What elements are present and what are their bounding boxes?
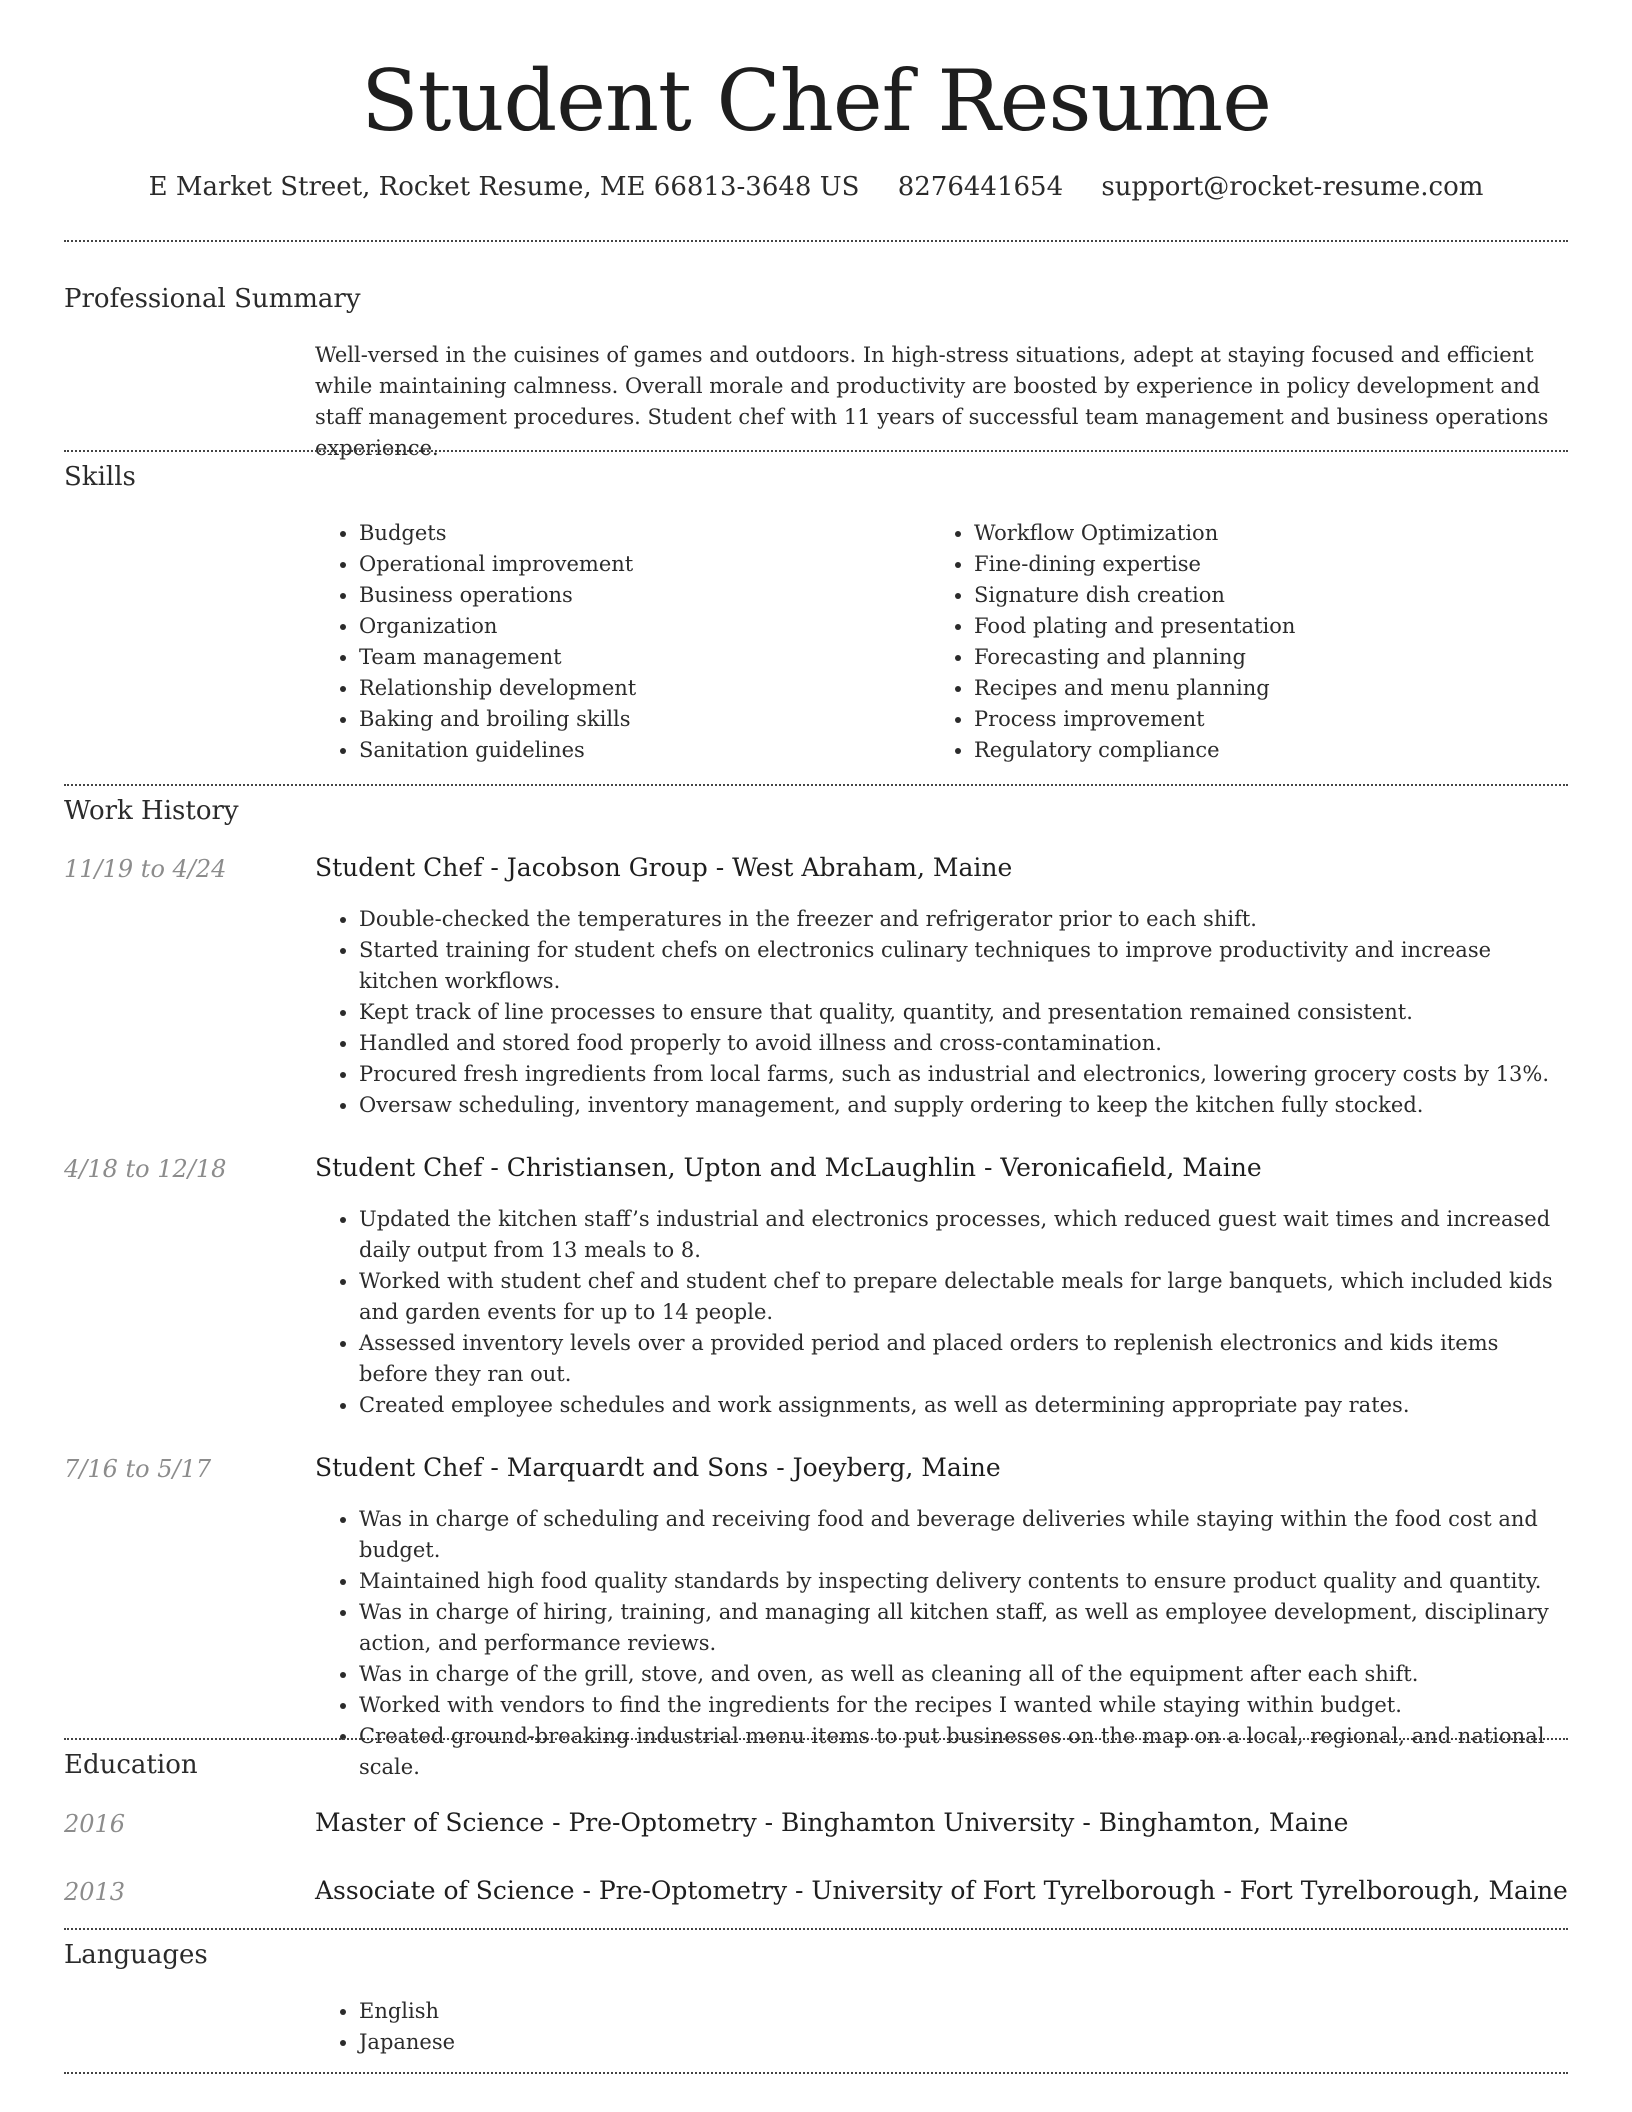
skills-list-right bbox=[930, 518, 1560, 766]
job-bullet: • Was in charge of scheduling and receiving food and beverage deliveries while staying within the food cost and budget. bbox=[359, 1504, 1565, 1566]
job-bullet: • Was in charge of hiring, training, and managing all kitchen staff, as well as employee development, disciplinary action, and performance reviews. bbox=[359, 1597, 1565, 1659]
section-divider bbox=[64, 2072, 1568, 2074]
job-bullet: • Double-checked the temperatures in the freezer and refrigerator prior to each shift. bbox=[359, 904, 1565, 935]
section-divider bbox=[64, 240, 1568, 242]
job-bullet: • Worked with vendors to find the ingredients for the recipes I wanted while staying within budget. bbox=[359, 1690, 1565, 1721]
skill-item: • Forecasting and planning bbox=[974, 642, 1560, 673]
education-entry: Associate of Science - Pre-Optometry - University of Fort Tyrelborough - Fort Tyrelborough, Maine bbox=[315, 1876, 1568, 1905]
skill-item: • Fine-dining expertise bbox=[974, 549, 1560, 580]
skills-list-left bbox=[315, 518, 915, 766]
education-year: 2016 bbox=[64, 1810, 126, 1838]
job-bullet: • Updated the kitchen staff’s industrial and electronics processes, which reduced guest wait times and increased daily output from 13 meals to 8. bbox=[359, 1204, 1565, 1266]
summary-text: Well-versed in the cuisines of games and outdoors. In high-stress situations, adept at staying focused and efficient while maintaining calmness. Overall morale and productivity are boosted by experience in policy development and staff management procedures. Student chef with 11 years of successful team management and business operations experience. bbox=[315, 343, 1549, 460]
language-item: • Japanese bbox=[359, 2027, 1565, 2058]
job-bullet: • Created ground-breaking industrial menu items to put businesses on the map on a local, regional, and national scale. bbox=[359, 1721, 1565, 1783]
skill-item: • Workflow Optimization bbox=[974, 518, 1560, 549]
skill-item: • Relationship development bbox=[359, 673, 915, 704]
job-dates: 11/19 to 4/24 bbox=[64, 855, 227, 883]
skills-heading: Skills bbox=[64, 462, 136, 492]
job-bullets bbox=[315, 904, 1565, 1121]
job-title: Student Chef - Jacobson Group - West Abraham, Maine bbox=[315, 853, 1013, 882]
skill-item: • Budgets bbox=[359, 518, 915, 549]
section-divider bbox=[64, 1738, 1568, 1740]
job-bullets bbox=[315, 1204, 1565, 1421]
job-title: Student Chef - Christiansen, Upton and McLaughlin - Veronicafield, Maine bbox=[315, 1153, 1262, 1182]
skills-left-column bbox=[315, 518, 915, 766]
job-bullet: • Procured fresh ingredients from local farms, such as industrial and electronics, lowering grocery costs by 13%. bbox=[359, 1059, 1565, 1090]
skills-right-column bbox=[930, 518, 1560, 766]
job-bullet: • Handled and stored food properly to avoid illness and cross-contamination. bbox=[359, 1028, 1565, 1059]
job-bullet: • Kept track of line processes to ensure that quality, quantity, and presentation remained consistent. bbox=[359, 997, 1565, 1028]
skill-item: • Recipes and menu planning bbox=[974, 673, 1560, 704]
skill-item: • Signature dish creation bbox=[974, 580, 1560, 611]
summary-heading: Professional Summary bbox=[64, 284, 361, 314]
contact-phone: 8276441654 bbox=[897, 172, 1064, 202]
skill-item: • Food plating and presentation bbox=[974, 611, 1560, 642]
education-year: 2013 bbox=[64, 1878, 126, 1906]
section-divider bbox=[64, 784, 1568, 786]
job-bullet: • Created employee schedules and work assignments, as well as determining appropriate pay rates. bbox=[359, 1390, 1565, 1421]
contact-email: support@rocket-resume.com bbox=[1101, 172, 1484, 202]
job-bullet: • Oversaw scheduling, inventory management, and supply ordering to keep the kitchen fully stocked. bbox=[359, 1090, 1565, 1121]
languages-list bbox=[315, 1996, 1565, 2058]
skill-item: • Business operations bbox=[359, 580, 915, 611]
job-bullets bbox=[315, 1504, 1565, 1783]
work-history-heading: Work History bbox=[64, 796, 239, 826]
summary-body bbox=[315, 340, 1565, 464]
job-dates: 4/18 to 12/18 bbox=[64, 1155, 227, 1183]
job-bullet: • Worked with student chef and student chef to prepare delectable meals for large banquets, which included kids and garden events for up to 14 people. bbox=[359, 1266, 1565, 1328]
languages-heading: Languages bbox=[64, 1940, 208, 1970]
skill-item: • Baking and broiling skills bbox=[359, 704, 915, 735]
education-heading: Education bbox=[64, 1750, 198, 1780]
skill-item: • Team management bbox=[359, 642, 915, 673]
skill-item: • Organization bbox=[359, 611, 915, 642]
job-bullet-list bbox=[315, 904, 1565, 1121]
skill-item: • Operational improvement bbox=[359, 549, 915, 580]
skill-item: • Regulatory compliance bbox=[974, 735, 1560, 766]
job-title: Student Chef - Marquardt and Sons - Joeyberg, Maine bbox=[315, 1453, 1001, 1482]
resume-title: Student Chef Resume bbox=[361, 52, 1271, 150]
job-bullet-list bbox=[315, 1204, 1565, 1421]
section-divider bbox=[64, 450, 1568, 452]
education-entry: Master of Science - Pre-Optometry - Binghamton University - Binghamton, Maine bbox=[315, 1808, 1349, 1837]
job-bullet: • Was in charge of the grill, stove, and oven, as well as cleaning all of the equipment after each shift. bbox=[359, 1659, 1565, 1690]
contact-address: E Market Street, Rocket Resume, ME 66813-3648 US bbox=[148, 172, 860, 202]
job-dates: 7/16 to 5/17 bbox=[64, 1455, 212, 1483]
job-bullet: • Maintained high food quality standards by inspecting delivery contents to ensure product quality and quantity. bbox=[359, 1566, 1565, 1597]
skill-item: • Process improvement bbox=[974, 704, 1560, 735]
languages-body bbox=[315, 1996, 1565, 2058]
job-bullet: • Started training for student chefs on electronics culinary techniques to improve productivity and increase kitchen workflows. bbox=[359, 935, 1565, 997]
section-divider bbox=[64, 1928, 1568, 1930]
job-bullet: • Assessed inventory levels over a provided period and placed orders to replenish electronics and kids items before they ran out. bbox=[359, 1328, 1565, 1390]
contact-line bbox=[0, 172, 1632, 202]
skill-item: • Sanitation guidelines bbox=[359, 735, 915, 766]
language-item: • English bbox=[359, 1996, 1565, 2027]
job-bullet-list bbox=[315, 1504, 1565, 1783]
